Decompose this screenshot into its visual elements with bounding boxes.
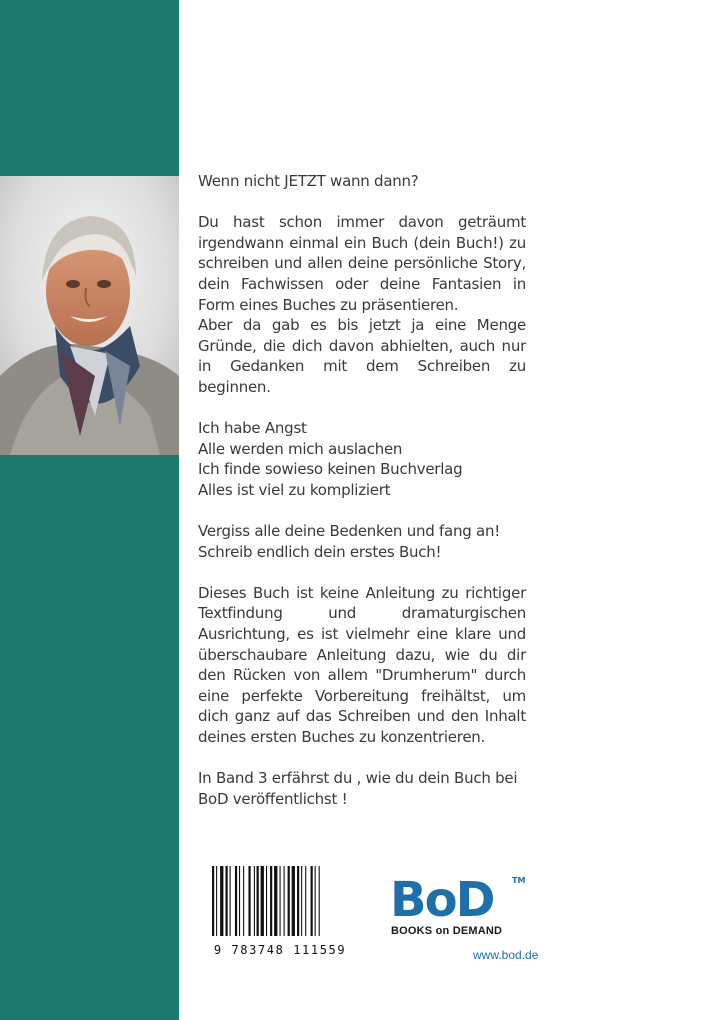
barcode-bar bbox=[284, 866, 285, 936]
reason-item: Ich finde sowieso keinen Buchverlag bbox=[198, 460, 463, 479]
barcode-bar bbox=[288, 866, 290, 936]
barcode-bar bbox=[315, 866, 316, 936]
blurb-heading: Wenn nicht JETZT wann dann? bbox=[198, 172, 419, 190]
isbn-number: 9 783748 111559 bbox=[213, 943, 347, 957]
bod-logo bbox=[390, 872, 526, 928]
barcode-bar bbox=[292, 866, 295, 936]
barcode-bar bbox=[248, 866, 250, 936]
blurb-call-2: Schreib endlich dein erstes Buch! bbox=[198, 542, 442, 561]
barcode-bar bbox=[266, 866, 267, 936]
barcode-bar bbox=[226, 866, 228, 936]
barcode-bar bbox=[311, 866, 313, 936]
reason-item: Alle werden mich auslachen bbox=[198, 439, 403, 458]
barcode-bar bbox=[257, 866, 259, 936]
publisher-url: www.bod.de bbox=[473, 948, 539, 962]
barcode-bar bbox=[261, 866, 264, 936]
blurb-paragraph-2: Aber da gab es bis jetzt ja eine Menge Gründe, die dich davon abhielten, auch nur in Gedanken mit dem Schreiben zu beginnen. bbox=[198, 316, 526, 396]
blurb-paragraph-4: In Band 3 erfährst du , wie du dein Buch bei BoD veröffentlichst ! bbox=[198, 769, 518, 808]
blurb-paragraph-1: Du hast schon immer davon geträumt irgendwann einmal ein Buch (dein Buch!) zu schreiben und allen deine persönliche Story, dein Fachwissen oder deine Fantasien in Form eines Buches zu präsentieren. bbox=[198, 213, 526, 314]
barcode-bar bbox=[301, 866, 302, 936]
barcode-bar bbox=[270, 866, 272, 936]
barcode-bar bbox=[305, 866, 306, 936]
bod-logo-text: BoD bbox=[390, 872, 494, 928]
blurb-call-1: Vergiss alle deine Bedenken und fang an! bbox=[198, 522, 500, 541]
barcode-bar bbox=[239, 866, 240, 936]
blurb-paragraph-3: Dieses Buch ist keine Anleitung zu richtiger Textfindung und dramaturgischen Ausrichtung, es ist vielmehr eine klare und überschaubare Anleitung dazu, wie du dir den Rücken von allem "Drumherum" durch eine perfekte Vorbereitung freihältst, um dich ganz auf das Schreiben und den Inhalt deines ersten Buches zu konzentrieren. bbox=[198, 583, 526, 747]
bod-tagline: BOOKS on DEMAND bbox=[391, 925, 503, 937]
reason-item: Alles ist viel zu kompliziert bbox=[198, 480, 391, 499]
barcode-bar bbox=[212, 866, 214, 936]
barcode-bar bbox=[274, 866, 277, 936]
barcode-bar bbox=[216, 866, 217, 936]
isbn-barcode bbox=[208, 866, 354, 936]
barcode-bar bbox=[319, 866, 320, 936]
barcode-bar bbox=[297, 866, 299, 936]
back-cover-blurb bbox=[198, 171, 526, 809]
bod-trademark: TM bbox=[512, 876, 526, 885]
reason-item: Ich habe Angst bbox=[198, 419, 307, 438]
barcode-bar bbox=[280, 866, 281, 936]
barcode-bar bbox=[230, 866, 231, 936]
cover-spine-band bbox=[0, 0, 179, 1020]
barcode-bar bbox=[243, 866, 244, 936]
barcode-bar bbox=[235, 866, 237, 936]
author-photo bbox=[0, 176, 179, 455]
barcode-bar bbox=[220, 866, 223, 936]
author-portrait-image bbox=[0, 176, 179, 455]
barcode-bar bbox=[254, 866, 255, 936]
